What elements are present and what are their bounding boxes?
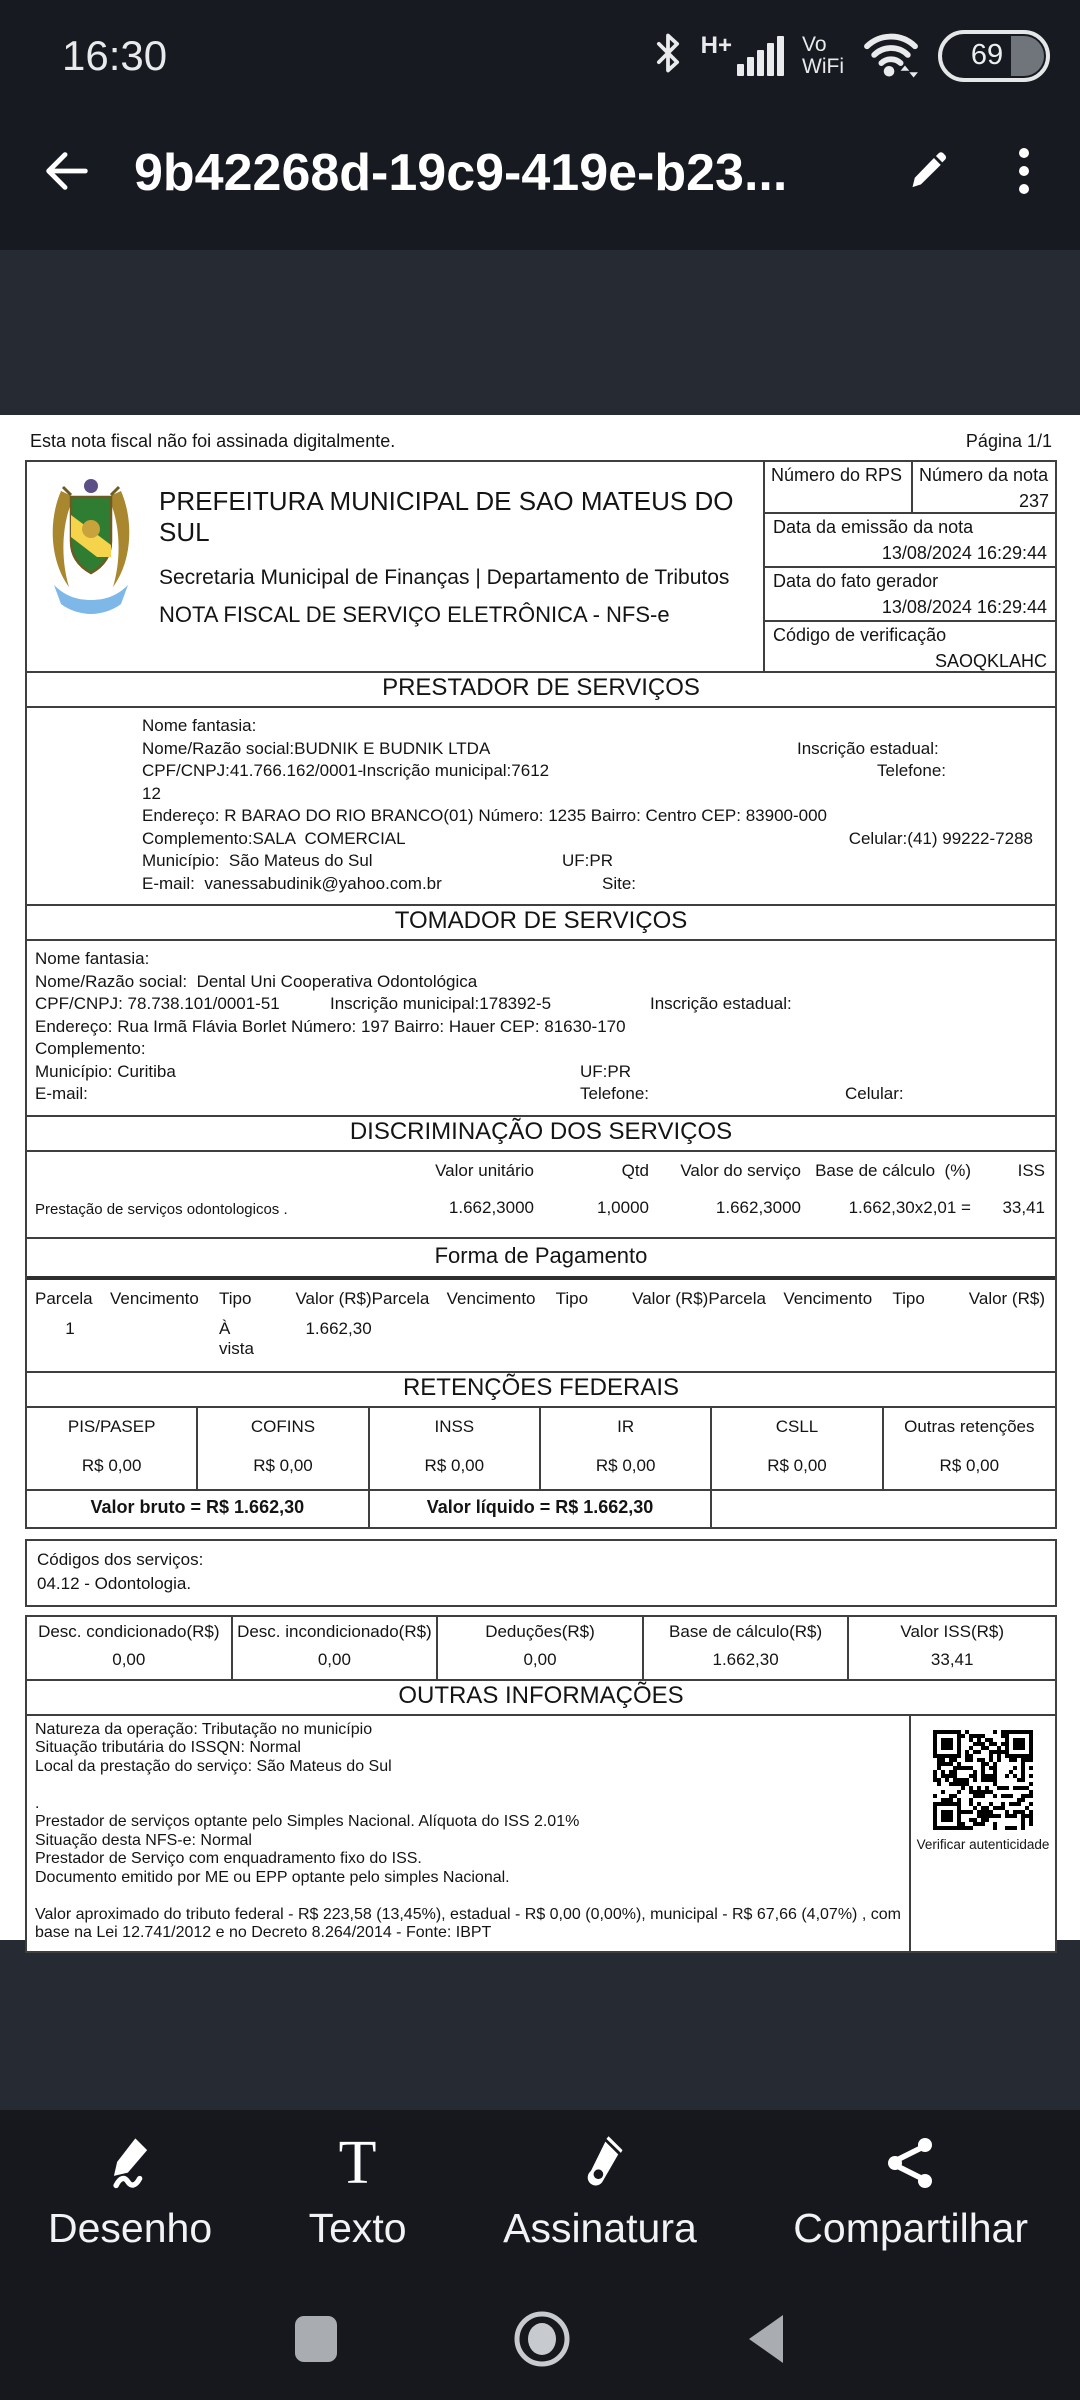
prestador-cpf-cnpj: CPF/CNPJ:41.766.162/0001-12 — [142, 761, 364, 803]
servico-iss: 33,41 — [1002, 1197, 1045, 1217]
invoice-meta-panel — [763, 462, 1055, 671]
prestador-celular: Celular:(41) 99222-7288 — [848, 828, 1033, 848]
pagamento-section-title: Forma de Pagamento — [27, 1239, 1055, 1280]
bluetooth-icon — [653, 29, 683, 82]
issue-date-value: 13/08/2024 16:29:44 — [881, 543, 1047, 563]
event-date-value: 13/08/2024 16:29:44 — [881, 597, 1047, 617]
pencil-icon — [900, 146, 950, 199]
outras-line: Situação desta NFS-e: Normal — [35, 1831, 252, 1849]
outras-line: Valor aproximado do tributo federal - R$ 223,58 (13,45%), estadual - R$ 0,00 (0,00%), municipal - R$ 67,66 (4,07%) , com base na Lei 12.741/2012 e no Decreto 8.264/2014 - Fonte: IBPT — [35, 1905, 906, 1941]
pagamento-group-2 — [372, 1289, 709, 1359]
share-tool-button[interactable] — [793, 2131, 1028, 2252]
resumo-cell: Valor ISS(R$) 33,41 — [900, 1621, 1004, 1669]
three-dot-menu-icon — [1016, 143, 1032, 202]
pdf-viewer[interactable] — [0, 250, 1080, 2110]
text-tool-label: Texto — [308, 2204, 407, 2251]
tomador-section — [25, 939, 1057, 1117]
col-base-calculo: Base de cálculo (%) — [815, 1160, 971, 1180]
qr-caption: Verificar autenticidade — [916, 1836, 1050, 1852]
valor-liquido: Valor líquido = R$ 1.662,30 — [370, 1491, 713, 1527]
back-arrow-icon — [40, 144, 94, 201]
text-icon: T — [338, 2128, 377, 2197]
vowifi-label: Vo WiFi — [802, 32, 844, 78]
pagamento-tipo: À vista — [219, 1318, 254, 1358]
col-vencimento: Vencimento — [110, 1288, 199, 1308]
prestador-municipio: Município: São Mateus do Sul — [142, 851, 373, 870]
tomador-email: E-mail: — [35, 1084, 88, 1103]
col-tipo: Tipo — [555, 1288, 589, 1308]
resumo-cell: Desc. incondicionado(R$) 0,00 — [233, 1617, 439, 1679]
battery-fill — [1011, 36, 1044, 76]
cell-signal-icon — [700, 31, 784, 76]
servico-base-calculo: 1.662,30x2,01 = — [848, 1197, 971, 1217]
tomador-inscricao-estadual: Inscrição estadual: — [650, 994, 792, 1013]
prestador-inscricao-municipal: Inscrição municipal:7612 — [362, 761, 550, 780]
home-circle-icon — [513, 2310, 571, 2371]
codigos-value: 04.12 - Odontologia. — [37, 1573, 192, 1593]
retencoes-section-title: RETENÇÕES FEDERAIS — [25, 1371, 1057, 1408]
marker-pen-icon — [100, 2131, 160, 2195]
col-tipo: Tipo — [219, 1288, 252, 1308]
col-iss: ISS — [1017, 1160, 1045, 1180]
prestador-telefone: Telefone: — [877, 761, 946, 780]
prestador-site: Site: — [602, 873, 637, 893]
retencao-cell: INSS R$ 0,00 — [370, 1408, 541, 1489]
servico-descricao: Prestação de serviços odontologicos . — [35, 1200, 288, 1218]
servicos-header-row — [27, 1152, 1055, 1183]
document-page — [0, 415, 1080, 1940]
municipality-coat-of-arms — [41, 470, 141, 620]
municipality-title: PREFEITURA MUNICIPAL DE SAO MATEUS DO SUL — [159, 486, 734, 547]
document-title: 9b42268d-19c9-419e-b23... — [134, 143, 788, 202]
col-vencimento: Vencimento — [783, 1288, 873, 1308]
prestador-section-title: PRESTADOR DE SERVIÇOS — [25, 671, 1057, 708]
issue-date-label: Data da emissão da nota — [773, 517, 974, 537]
tomador-municipio: Município: Curitiba — [35, 1061, 176, 1081]
recents-button[interactable] — [291, 2314, 341, 2367]
pagamento-valor: 1.662,30 — [305, 1318, 372, 1338]
valor-bruto: Valor bruto = R$ 1.662,30 — [27, 1491, 370, 1527]
status-icons — [653, 28, 1050, 83]
pagamento-group-1 — [35, 1289, 372, 1359]
prestador-section — [25, 706, 1057, 906]
col-valor-unitario: Valor unitário — [435, 1160, 534, 1180]
col-valor-servico: Valor do serviço — [680, 1160, 801, 1180]
pagamento-group-3 — [708, 1289, 1045, 1359]
qr-panel — [909, 1716, 1055, 1951]
status-time: 16:30 — [62, 31, 168, 79]
text-tool-button[interactable] — [308, 2128, 407, 2252]
network-type-label: H+ — [700, 31, 733, 59]
servicos-section-title: DISCRIMINAÇÃO DOS SERVIÇOS — [25, 1115, 1057, 1152]
outras-line: Prestador de Serviço com enquadramento fixo do ISS. — [35, 1850, 422, 1867]
retencao-cell: Outras retenções R$ 0,00 — [904, 1416, 1035, 1475]
share-tool-label: Compartilhar — [793, 2204, 1028, 2251]
rps-number-label: Número do RPS — [765, 462, 913, 512]
col-parcela: Parcela — [371, 1288, 430, 1308]
unsigned-note: Esta nota fiscal não foi assinada digitalmente. — [30, 431, 396, 451]
pagamento-section — [25, 1237, 1057, 1373]
totais-empty-cell — [712, 1491, 1055, 1527]
invoice-body — [25, 460, 1057, 1953]
retencao-cell: IR R$ 0,00 — [541, 1408, 712, 1489]
retencao-cell: COFINS R$ 0,00 — [198, 1408, 369, 1489]
outras-line: Local da prestação do serviço: São Mateus do Sul — [35, 1757, 392, 1775]
retencao-cell: PIS/PASEP R$ 0,00 — [27, 1408, 198, 1489]
tomador-section-title: TOMADOR DE SERVIÇOS — [25, 904, 1057, 941]
outras-section-title: OUTRAS INFORMAÇÕES — [25, 1679, 1057, 1716]
prestador-uf: UF:PR — [562, 851, 613, 870]
app-bar-actions — [900, 143, 1032, 202]
share-icon — [883, 2131, 939, 2195]
outras-line: Natureza da operação: Tributação no município — [35, 1720, 373, 1738]
department-subtitle: Secretaria Municipal de Finanças | Departamento de Tributos — [159, 566, 730, 589]
wifi-icon — [862, 28, 920, 83]
home-button[interactable] — [513, 2310, 571, 2371]
outras-section — [25, 1714, 1057, 1953]
back-button[interactable] — [40, 144, 94, 201]
outras-line: Situação tributária do ISSQN: Normal — [35, 1739, 301, 1756]
servico-valor-unitario: 1.662,3000 — [448, 1197, 534, 1217]
tomador-complemento: Complemento: — [35, 1039, 146, 1058]
col-valor: Valor (R$) — [632, 1288, 709, 1308]
prestador-razao-social: Nome/Razão social:BUDNIK E BUDNIK LTDA — [142, 738, 491, 758]
resumo-table — [25, 1615, 1057, 1681]
outras-line: Prestador de serviços optante pelo Simples Nacional. Alíquota do ISS 2.01% — [35, 1813, 580, 1830]
verification-code-value: SAOQKLAHC — [934, 651, 1047, 671]
draw-tool-button[interactable] — [48, 2131, 212, 2252]
col-valor: Valor (R$) — [968, 1288, 1045, 1308]
codigos-label: Códigos dos serviços: — [37, 1549, 204, 1569]
verification-code-label: Código de verificação — [773, 625, 947, 645]
outras-line — [35, 1887, 901, 1906]
prestador-nome-fantasia: Nome fantasia: — [142, 716, 257, 735]
resumo-cell: Base de cálculo(R$) 1.662,30 — [644, 1617, 850, 1679]
nota-number-value: 237 — [1018, 491, 1049, 511]
outras-text — [27, 1716, 909, 1951]
pagamento-parcela: 1 — [65, 1318, 75, 1338]
app-bar — [0, 105, 1080, 250]
prestador-inscricao-estadual: Inscrição estadual: — [797, 738, 939, 758]
document-type-title: NOTA FISCAL DE SERVIÇO ELETRÔNICA - NFS-e — [159, 602, 670, 627]
codigos-box — [25, 1539, 1057, 1607]
status-bar — [0, 0, 1080, 105]
outras-line: . — [35, 1794, 40, 1812]
back-triangle-icon — [743, 2312, 789, 2369]
nota-number-label: Número da nota — [919, 465, 1049, 485]
tomador-uf: UF:PR — [580, 1061, 631, 1081]
prestador-complemento: Complemento:SALA COMERCIAL — [142, 828, 406, 848]
col-parcela: Parcela — [708, 1288, 766, 1308]
retencao-cell: CSLL R$ 0,00 — [712, 1408, 883, 1489]
tomador-razao-social: Nome/Razão social: Dental Uni Cooperativa Odontológica — [35, 971, 478, 991]
draw-tool-label: Desenho — [48, 2204, 213, 2251]
tomador-endereco: Endereço: Rua Irmã Flávia Borlet Número: 197 Bairro: Hauer CEP: 81630-170 — [35, 1016, 626, 1036]
recents-square-icon — [291, 2314, 341, 2367]
event-date-label: Data do fato gerador — [773, 571, 939, 591]
tomador-cpf-cnpj: CPF/CNPJ: 78.738.101/0001-51 — [35, 994, 280, 1013]
resumo-cell: Deduções(R$) 0,00 — [438, 1617, 644, 1679]
edit-button[interactable] — [900, 146, 950, 199]
resumo-cell: Desc. condicionado(R$) 0,00 — [27, 1617, 233, 1679]
overflow-menu-button[interactable] — [1016, 143, 1032, 202]
servico-row — [27, 1183, 1055, 1237]
outras-line — [35, 1776, 901, 1795]
edit-toolbar — [0, 2110, 1080, 2280]
battery-icon — [938, 30, 1050, 82]
tomador-inscricao-municipal: Inscrição municipal:178392-5 — [330, 994, 552, 1013]
col-vencimento: Vencimento — [446, 1288, 536, 1308]
pagamento-table — [27, 1280, 1055, 1371]
signature-tool-label: Assinatura — [503, 2204, 697, 2251]
col-valor: Valor (R$) — [295, 1288, 372, 1308]
tomador-telefone: Telefone: — [580, 1084, 649, 1103]
col-parcela: Parcela — [35, 1288, 93, 1308]
android-nav-bar — [0, 2280, 1080, 2400]
retencoes-table — [25, 1406, 1057, 1491]
prestador-email: E-mail: vanessabudinik@yahoo.com.br — [142, 873, 442, 893]
servicos-table — [25, 1150, 1057, 1239]
invoice-header-box — [25, 460, 1057, 673]
col-tipo: Tipo — [892, 1288, 925, 1308]
tomador-celular: Celular: — [845, 1084, 904, 1103]
col-qtd: Qtd — [621, 1160, 649, 1180]
battery-percent: 69 — [970, 39, 1004, 71]
back-nav-button[interactable] — [743, 2312, 789, 2369]
tomador-nome-fantasia: Nome fantasia: — [35, 949, 150, 968]
totais-row — [25, 1489, 1057, 1529]
qr-code — [933, 1730, 1033, 1830]
servico-qtd: 1,0000 — [597, 1197, 649, 1217]
fountain-pen-icon — [570, 2131, 630, 2195]
servico-valor-servico: 1.662,3000 — [715, 1197, 801, 1217]
signature-tool-button[interactable] — [503, 2131, 697, 2252]
prestador-endereco: Endereço: R BARAO DO RIO BRANCO(01) Número: 1235 Bairro: Centro CEP: 83900-000 — [142, 806, 828, 825]
outras-line: Documento emitido por ME ou EPP optante pelo simples Nacional. — [35, 1868, 510, 1886]
page-indicator: Página 1/1 — [965, 431, 1052, 451]
